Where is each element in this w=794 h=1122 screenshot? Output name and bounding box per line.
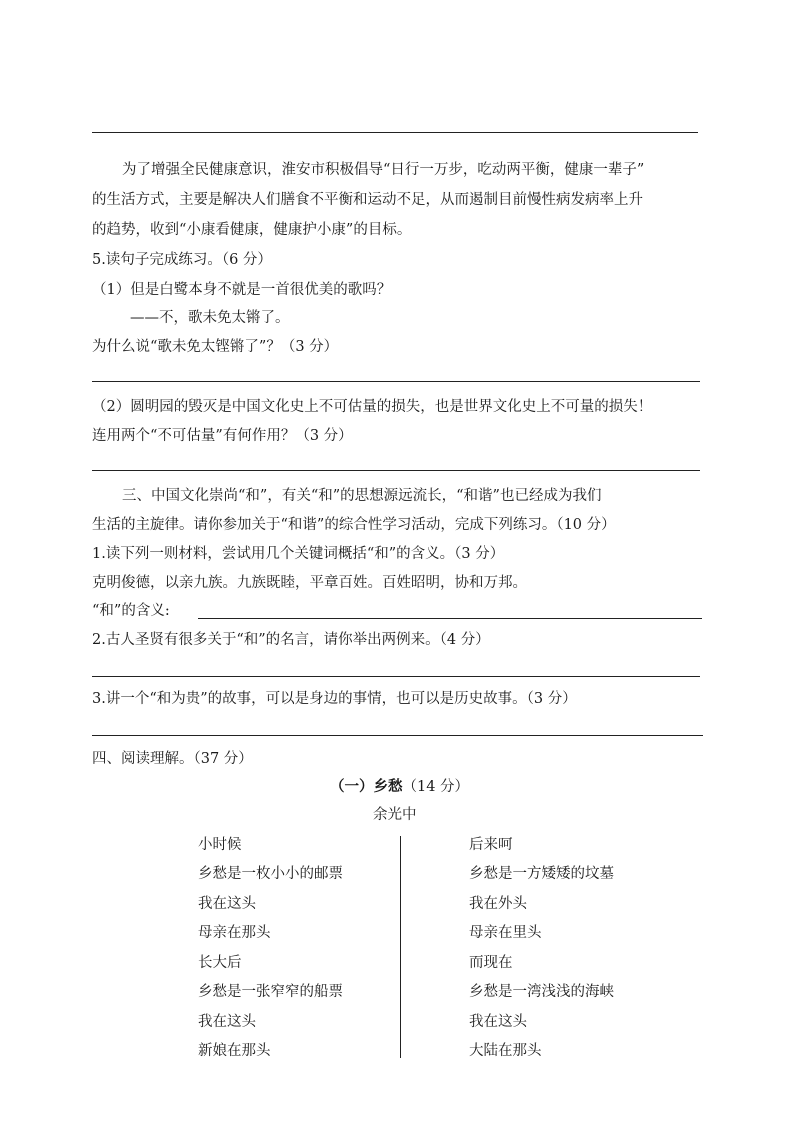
- paragraph-line-3: 的趋势，收到“小康看健康，健康护小康”的目标。: [92, 222, 412, 238]
- poem-left-line: 母亲在那头: [198, 925, 271, 941]
- sec3-q1-answer-label: “和”的含义:: [92, 603, 170, 619]
- poem-right-line: 乡愁是一方矮矮的坟墓: [469, 866, 614, 882]
- paragraph-line-1: 为了增强全民健康意识，淮安市积极倡导“日行一万步，吃动两平衡，健康一辈子”: [122, 162, 645, 178]
- sec3-q3: 3.讲一个“和为贵”的故事，可以是身边的事情，也可以是历史故事。（3 分）: [92, 691, 577, 707]
- poem-divider: [400, 836, 401, 1058]
- poem-left-line: 乡愁是一枚小小的邮票: [198, 866, 343, 882]
- q5-sentence-1: （1）但是白鹭本身不就是一首很优美的歌吗？: [92, 282, 392, 298]
- answer-line-q5-2: [92, 470, 700, 471]
- poem-left-line: 新娘在那头: [198, 1043, 271, 1059]
- answer-line-q5-1: [92, 381, 700, 382]
- sec3-intro-line-1: 三、中国文化崇尚“和”，有关“和”的思想源远流长，“和谐”也已经成为我们: [122, 488, 602, 504]
- sec3-q1-material: 克明俊德，以亲九族。九族既睦，平章百姓。百姓昭明，协和万邦。: [92, 575, 527, 591]
- poem-heading: [330, 780, 469, 795]
- poem-right-line: 我在外头: [469, 896, 527, 912]
- poem-right-line: 乡愁是一湾浅浅的海峡: [469, 984, 614, 1000]
- poem-left-line: 乡愁是一张窄窄的船票: [198, 984, 343, 1000]
- sec3-intro-line-2: 生活的主旋律。请你参加关于“和谐”的综合性学习活动，完成下列练习。（10 分）: [92, 517, 616, 533]
- poem-score: （14 分）: [402, 779, 470, 795]
- poem-left-line: 长大后: [198, 955, 242, 971]
- sec3-q1: 1.读下列一则材料，尝试用几个关键词概括“和”的含义。（3 分）: [92, 546, 505, 562]
- sec3-q2: 2.古人圣贤有很多关于“和”的名言，请你举出两例来。（4 分）: [92, 632, 490, 648]
- sec4-title: 四、阅读理解。（37 分）: [92, 751, 253, 767]
- answer-line-he-meaning: [198, 618, 702, 619]
- poem-right-line: 后来呵: [469, 837, 513, 853]
- q5-sentence-2: （2）圆明园的毁灭是中国文化史上不可估量的损失，也是世界文化史上不可量的损失！: [92, 399, 653, 415]
- poem-right-line: 而现在: [469, 955, 513, 971]
- answer-line-q3: [92, 735, 703, 736]
- poem-author: 余光中: [373, 807, 417, 823]
- poem-title: （一）乡愁: [330, 778, 403, 795]
- q5-question-2: 连用两个“不可估量”有何作用？（3 分）: [92, 428, 353, 444]
- poem-left-line: 小时候: [198, 837, 242, 853]
- q5-sentence-1-reply: ——不，歌未免太锵了。: [130, 310, 290, 326]
- poem-left-line: 我在这头: [198, 1014, 256, 1030]
- poem-left-line: 我在这头: [198, 896, 256, 912]
- answer-line-top: [92, 132, 698, 133]
- paragraph-line-2: 的生活方式，主要是解决人们膳食不平衡和运动不足，从而遏制目前慢性病发病率上升: [92, 192, 643, 208]
- poem-right-line: 母亲在里头: [469, 925, 542, 941]
- poem-right-line: 大陆在那头: [469, 1043, 542, 1059]
- q5-title: 5.读句子完成练习。（6 分）: [92, 252, 272, 268]
- q5-question-1: 为什么说“歌未免太铿锵了”？（3 分）: [92, 339, 339, 355]
- answer-line-q2: [92, 676, 700, 677]
- poem-right-line: 我在这头: [469, 1014, 527, 1030]
